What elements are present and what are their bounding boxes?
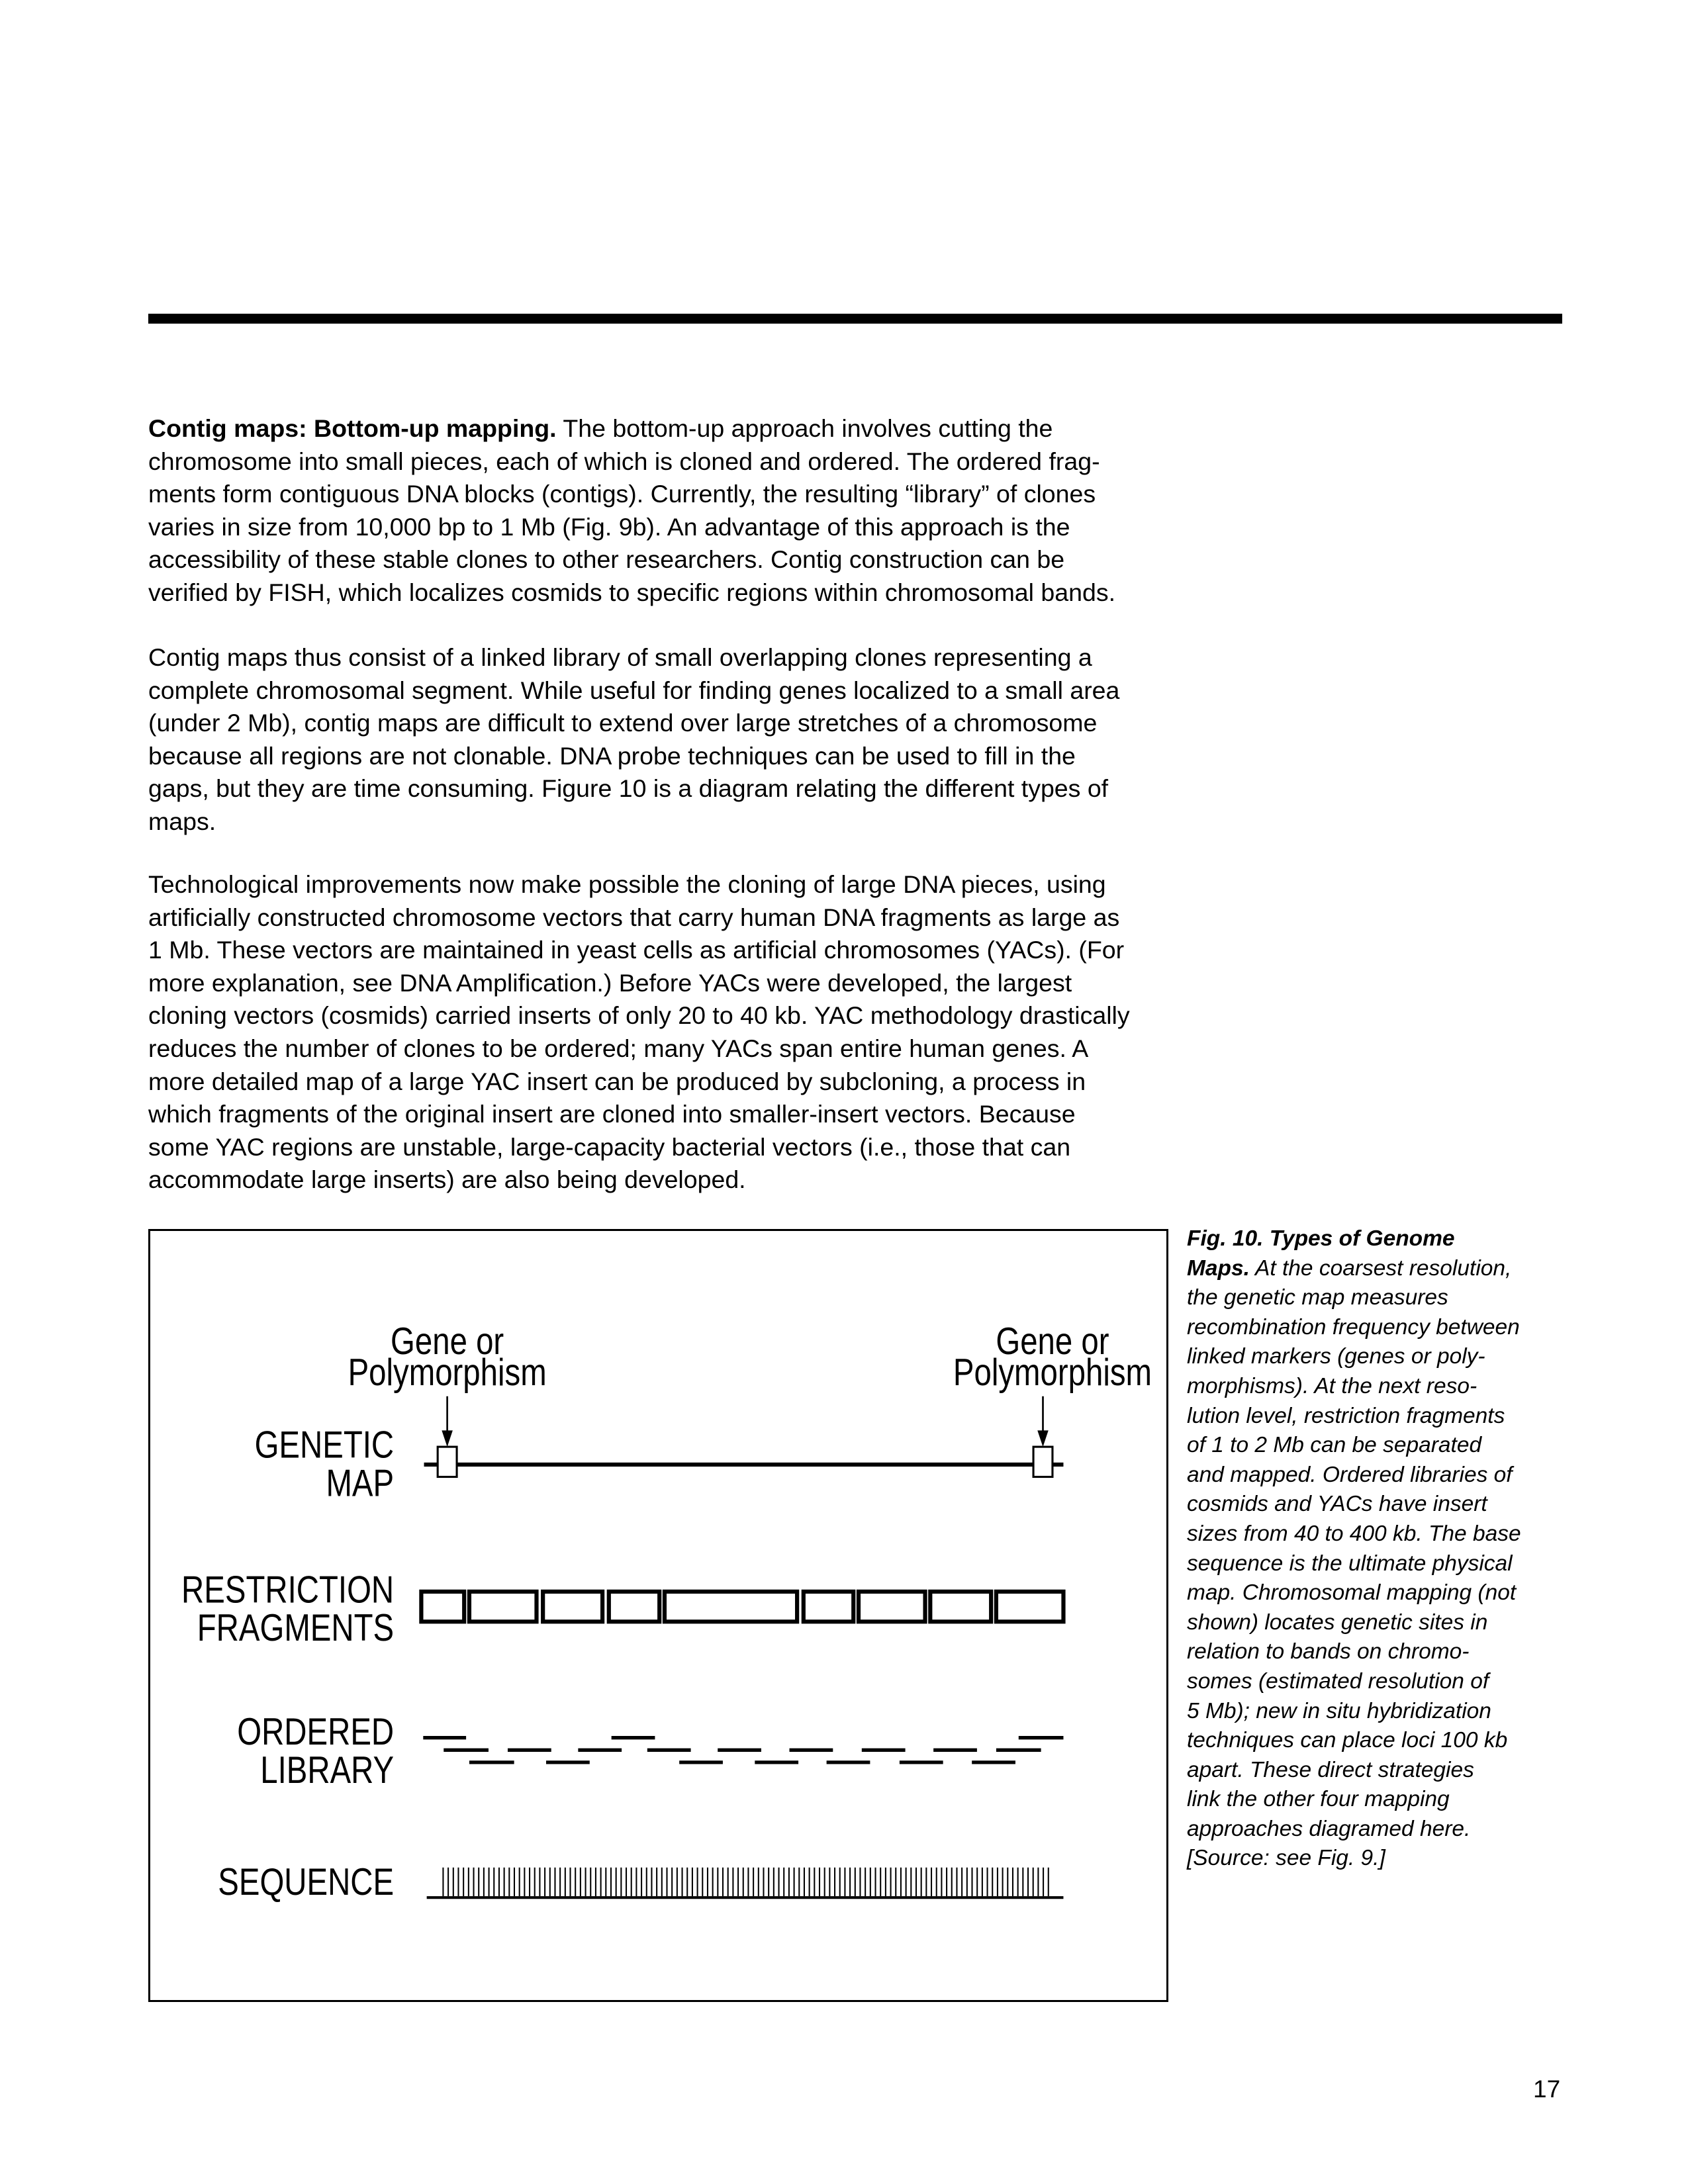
row-label-sequence: SEQUENCE (218, 1860, 395, 1904)
text-line-body: some YAC regions are unstable, large-capacity bacterial vectors (i.e., those that can (148, 1132, 1071, 1161)
text-line-body: Technological improvements now make possible the cloning of large DNA pieces, using (148, 870, 1106, 898)
text-line (148, 1066, 1130, 1099)
caption-line (1187, 1313, 1521, 1343)
arrow-left-head-icon (442, 1430, 453, 1447)
caption-text: shown) locates genetic sites in (1187, 1610, 1488, 1635)
text-line-body: which fragments of the original insert are cloned into smaller-insert vectors. Because (148, 1100, 1076, 1128)
text-line-body: varies in size from 10,000 bp to 1 Mb (Fig. 9b). An advantage of this approach is the (148, 512, 1070, 541)
text-line (148, 543, 1115, 576)
text-line (148, 1131, 1130, 1164)
sequence (427, 1868, 1064, 1897)
text-line (148, 641, 1119, 674)
caption-line (1187, 1490, 1521, 1520)
caption-text: linked markers (genes or poly- (1187, 1344, 1485, 1369)
text-line (148, 901, 1130, 934)
text-line-body: cloning vectors (cosmids) carried inserts of only 20 to 40 kb. YAC methodology drastically (148, 1001, 1130, 1030)
caption-line (1187, 1785, 1521, 1815)
text-line (148, 967, 1130, 1000)
text-line (148, 674, 1119, 707)
text-line-body: more explanation, see DNA Amplification.) Before YACs were developed, the largest (148, 968, 1072, 997)
marker-left-label-1: Gene or (391, 1320, 504, 1363)
row-label-ordered: ORDERED (237, 1710, 395, 1754)
text-line-body: accessibility of these stable clones to other researchers. Contig construction can be (148, 545, 1065, 574)
caption-line (1187, 1697, 1521, 1727)
text-line (148, 740, 1119, 773)
caption-line (1187, 1283, 1521, 1313)
marker-right-box (1033, 1447, 1053, 1477)
text-line (148, 478, 1115, 511)
row-label-library: LIBRARY (260, 1749, 395, 1792)
caption-line (1187, 1254, 1521, 1284)
marker-left-box (438, 1447, 457, 1477)
restriction-fragment (469, 1592, 537, 1621)
caption-line (1187, 1578, 1521, 1608)
paragraph-contig-maps (148, 412, 1115, 610)
caption-text: At the coarsest resolution, (1249, 1255, 1512, 1281)
caption-bold: Maps. (1187, 1255, 1250, 1281)
text-line (148, 934, 1130, 967)
caption-text: techniques can place loci 100 kb (1187, 1728, 1508, 1753)
caption-line (1187, 1637, 1521, 1667)
row-label-fragments: FRAGMENTS (197, 1606, 395, 1650)
caption-bold: Fig. 10. Types of Genome (1187, 1226, 1455, 1251)
caption-text: recombination frequency between (1187, 1314, 1520, 1340)
caption-line (1187, 1372, 1521, 1402)
row-label-restriction: RESTRICTION (181, 1568, 395, 1612)
restriction-fragment (665, 1592, 797, 1621)
restriction-fragment (609, 1592, 659, 1621)
caption-text: of 1 to 2 Mb can be separated (1187, 1433, 1482, 1458)
restriction-fragment (543, 1592, 602, 1621)
caption-line (1187, 1726, 1521, 1756)
caption-line (1187, 1224, 1521, 1254)
caption-line (1187, 1549, 1521, 1579)
caption-line (1187, 1461, 1521, 1490)
restriction-fragments (421, 1592, 1063, 1621)
text-line-body: reduces the number of clones to be ordered; many YACs span entire human genes. A (148, 1034, 1089, 1062)
caption-text: map. Chromosomal mapping (not (1187, 1580, 1517, 1606)
text-line-body: verified by FISH, which localizes cosmids to specific regions within chromosomal bands. (148, 578, 1115, 606)
caption-line (1187, 1608, 1521, 1638)
text-line (148, 1032, 1130, 1066)
text-line-body: The bottom-up approach involves cutting the (556, 414, 1053, 442)
restriction-fragment (421, 1592, 464, 1621)
text-line-body: accommodate large inserts) are also being developed. (148, 1165, 746, 1194)
page-number: 17 (1533, 2075, 1561, 2103)
restriction-fragment (859, 1592, 925, 1621)
text-line-body: gaps, but they are time consuming. Figure 10 is a diagram relating the different types of (148, 774, 1109, 803)
text-line (148, 445, 1115, 478)
caption-text: relation to bands on chromo- (1187, 1639, 1470, 1664)
figure-caption (1187, 1224, 1521, 1874)
restriction-fragment (804, 1592, 853, 1621)
arrow-right-head-icon (1037, 1430, 1049, 1447)
row-label-genetic: GENETIC (254, 1424, 395, 1467)
text-line-body: chromosome into small pieces, each of which is cloned and ordered. The ordered frag- (148, 447, 1100, 475)
figure-10-diagram (148, 1229, 1168, 2002)
text-line (148, 412, 1115, 445)
caption-text: apart. These direct strategies (1187, 1757, 1474, 1782)
text-line-body: (under 2 Mb), contig maps are difficult to extend over large stretches of a chromosome (148, 709, 1098, 737)
caption-text: link the other four mapping (1187, 1787, 1450, 1812)
caption-line (1187, 1756, 1521, 1786)
text-line-body: more detailed map of a large YAC insert can be produced by subcloning, a process in (148, 1067, 1086, 1095)
caption-text: approaches diagramed here. (1187, 1816, 1471, 1841)
restriction-fragment (930, 1592, 991, 1621)
caption-text: cosmids and YACs have insert (1187, 1492, 1487, 1517)
text-line (148, 805, 1119, 839)
text-line (148, 1163, 1130, 1197)
text-line (148, 868, 1130, 901)
caption-line (1187, 1815, 1521, 1844)
caption-text: sizes from 40 to 400 kb. The base (1187, 1521, 1521, 1546)
row-label-map: MAP (326, 1462, 395, 1505)
caption-text: lution level, restriction fragments (1187, 1403, 1505, 1428)
caption-line (1187, 1520, 1521, 1549)
caption-text: and mapped. Ordered libraries of (1187, 1462, 1513, 1487)
restriction-fragment (996, 1592, 1064, 1621)
text-line (148, 576, 1115, 610)
paragraph-lead: Contig maps: Bottom-up mapping. (148, 414, 557, 442)
caption-text: sequence is the ultimate physical (1187, 1551, 1513, 1576)
text-line-body: artificially constructed chromosome vectors that carry human DNA fragments as large as (148, 903, 1120, 931)
text-line-body: Contig maps thus consist of a linked library of small overlapping clones representing a (148, 643, 1092, 671)
caption-line (1187, 1342, 1521, 1372)
text-line-body: complete chromosomal segment. While useful for finding genes localized to a small area (148, 676, 1120, 704)
caption-text: the genetic map measures (1187, 1285, 1448, 1310)
paragraph-yac-technology (148, 868, 1130, 1197)
text-line (148, 772, 1119, 805)
caption-line (1187, 1402, 1521, 1432)
text-line (148, 707, 1119, 740)
text-line-body: 1 Mb. These vectors are maintained in yeast cells as artificial chromosomes (YACs). (For (148, 936, 1125, 964)
ordered-library (423, 1738, 1063, 1762)
text-line-body: because all regions are not clonable. DNA probe techniques can be used to fill in the (148, 741, 1076, 770)
header-rule (148, 314, 1562, 324)
caption-line (1187, 1431, 1521, 1461)
marker-right-label-1: Gene or (996, 1320, 1109, 1363)
text-line-body: maps. (148, 807, 216, 835)
caption-line (1187, 1844, 1521, 1874)
text-line-body: ments form contiguous DNA blocks (contigs). Currently, the resulting “library” of clones (148, 480, 1096, 508)
caption-text: [Source: see Fig. 9.] (1187, 1846, 1385, 1871)
caption-text: somes (estimated resolution of (1187, 1668, 1489, 1694)
caption-text: 5 Mb); new in situ hybridization (1187, 1698, 1491, 1723)
paragraph-contig-library (148, 641, 1119, 839)
caption-text: morphisms). At the next reso- (1187, 1373, 1477, 1398)
text-line (148, 1098, 1130, 1131)
marker-right-label-2: Polymorphism (953, 1351, 1152, 1394)
text-line (148, 511, 1115, 544)
text-line (148, 999, 1130, 1032)
marker-left-label-2: Polymorphism (348, 1351, 547, 1394)
caption-line (1187, 1667, 1521, 1697)
